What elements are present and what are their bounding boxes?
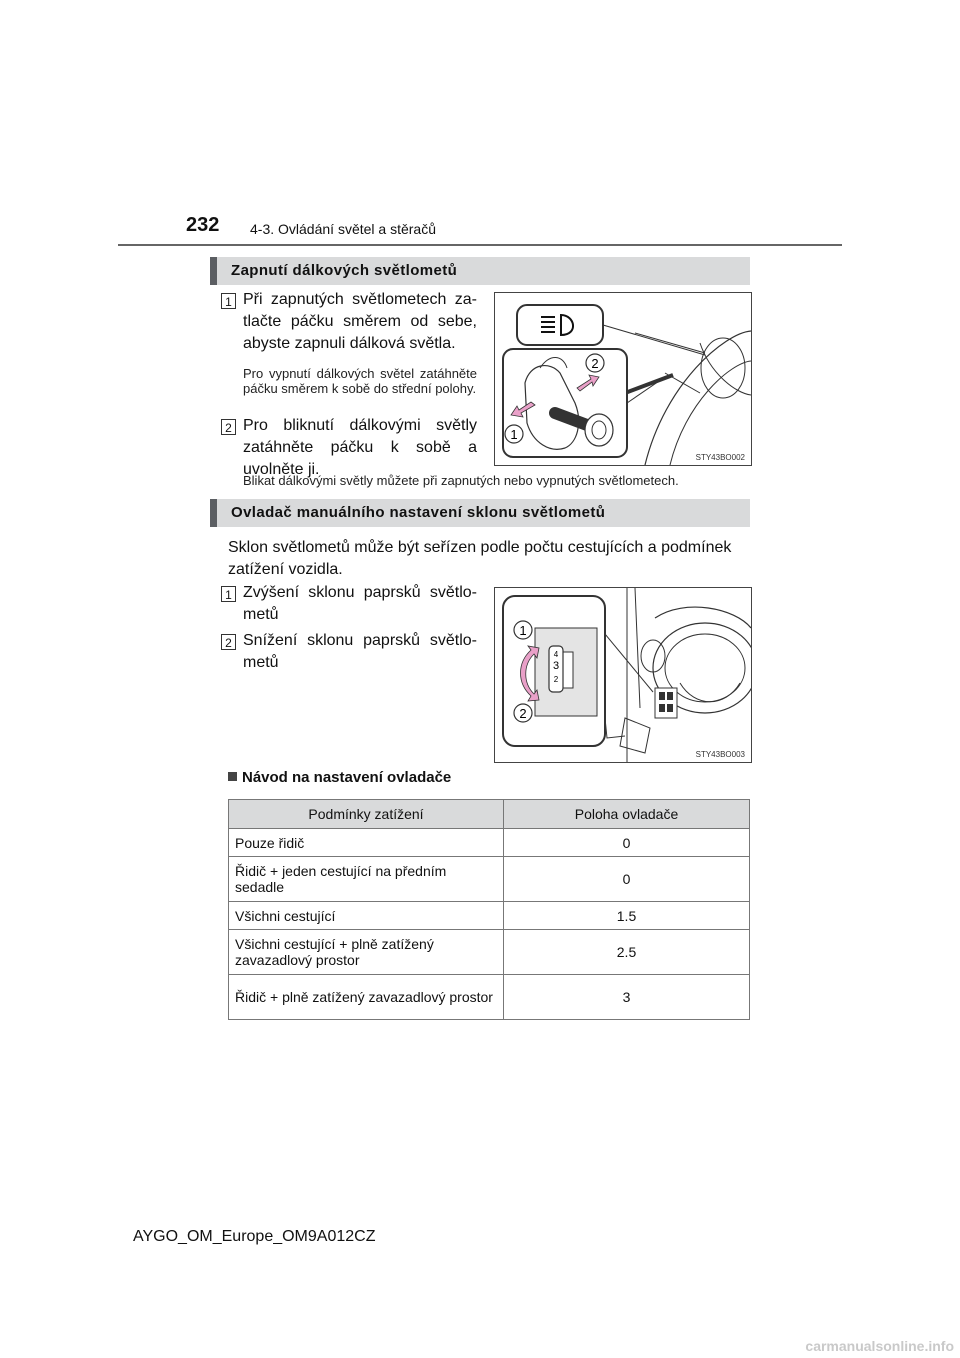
- step-number: 1: [221, 586, 236, 602]
- document-footer: AYGO_OM_Europe_OM9A012CZ: [133, 1228, 376, 1245]
- section-title: Ovladač manuálního nastavení sklonu světlometů: [231, 504, 606, 521]
- section-title: Zapnutí dálkových světlometů: [231, 262, 458, 279]
- table-row: [229, 857, 750, 902]
- figure-leveling-dial: [494, 587, 752, 763]
- section-heading-high-beam: [210, 257, 750, 285]
- callout-1: 1: [519, 623, 527, 638]
- table-header-row: [229, 800, 750, 829]
- adjustment-table: [228, 799, 750, 1020]
- page-number: 232: [186, 214, 220, 236]
- condition-cell: Všichni cestující: [229, 902, 504, 930]
- position-cell: 2.5: [504, 930, 750, 975]
- position-cell: 1.5: [504, 902, 750, 930]
- figure-code: STY43BO002: [695, 453, 745, 462]
- condition-cell: Všichni cestující + plně zatížený zavazadlový prostor: [229, 930, 504, 975]
- callout-2: 2: [519, 706, 527, 721]
- condition-cell: Řidič + plně zatížený zavazadlový prostor: [229, 975, 504, 1020]
- step-number: 2: [221, 634, 236, 650]
- square-bullet-icon: [228, 772, 237, 781]
- callout-2: 2: [591, 356, 599, 371]
- lever-illustration: [495, 293, 751, 465]
- table-row: [229, 829, 750, 857]
- figure-high-beam-lever: [494, 292, 752, 466]
- condition-cell: Řidič + jeden cestující na předním sedadle: [229, 857, 504, 902]
- dial-illustration: [495, 588, 751, 762]
- table-row: [229, 975, 750, 1020]
- section-note: Blikat dálkovými světly můžete při zapnutých nebo vypnutých světlometech.: [243, 473, 679, 488]
- step-text: Při zapnutých světlometech zatlačte páčku směrem od sebe, abyste zapnuli dálková světla.: [243, 291, 477, 352]
- table-row: [229, 902, 750, 930]
- step-text: Pro bliknutí dálkovými světly zatáhněte páčku k sobě a uvolněte ji.: [243, 417, 477, 478]
- step-text: Snížení sklonu paprsků světlometů: [243, 632, 477, 671]
- column-header: Podmínky zatížení: [229, 800, 504, 829]
- column-header: Poloha ovladače: [504, 800, 750, 829]
- dial-mark: 4: [553, 650, 559, 659]
- dial-mark: 2: [553, 675, 559, 684]
- chapter-title: 4-3. Ovládání světel a stěračů: [250, 221, 436, 237]
- position-cell: 0: [504, 857, 750, 902]
- subheading-text: Návod na nastavení ovladače: [242, 769, 452, 786]
- section-intro: Sklon světlometů může být seřízen podle počtu cestujících a podmínek zatížení vozidla.: [228, 539, 732, 578]
- watermark: carmanualsonline.info: [805, 1338, 954, 1354]
- step-number: 1: [221, 293, 236, 309]
- dial-mark: 3: [552, 660, 560, 672]
- condition-cell: Pouze řidič: [229, 829, 504, 857]
- subheading: [228, 769, 451, 786]
- step-number: 2: [221, 419, 236, 435]
- step-note: Pro vypnutí dálkových světel zatáhněte páčku směrem k sobě do střední polohy.: [243, 366, 477, 396]
- position-cell: 0: [504, 829, 750, 857]
- step-text: Zvýšení sklonu paprsků světlometů: [243, 584, 477, 623]
- figure-code: STY43BO003: [695, 750, 745, 759]
- header-divider: [118, 244, 842, 246]
- table-row: [229, 930, 750, 975]
- section-heading-leveling: [210, 499, 750, 527]
- position-cell: 3: [504, 975, 750, 1020]
- callout-1: 1: [510, 427, 518, 442]
